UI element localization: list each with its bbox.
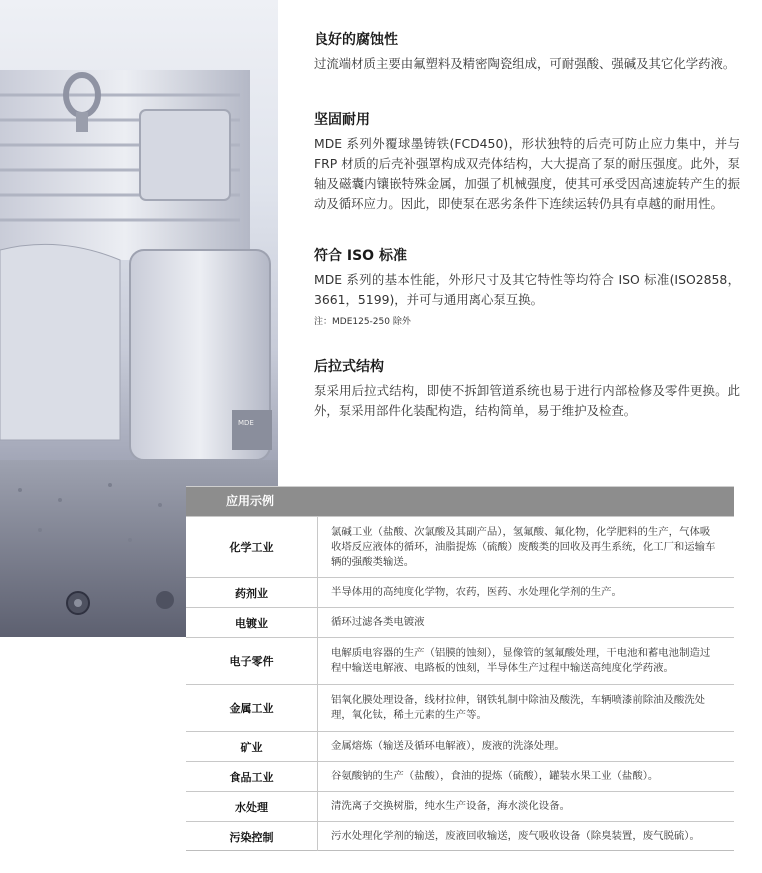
section-note: 注：MDE125-250 除外 [314,317,411,327]
row-text: 半导体用的高纯度化学物，农药，医药、水处理化学剂的生产。 [331,586,622,598]
table-row [186,821,734,851]
row-text: 铝氧化膜处理设备，线材拉伸，钢铁轧制中除油及酸洗，车辆喷漆前除油及酸洗处理，氧化钛，稀土元素的生产等。 [331,694,706,721]
section-title: 后拉式结构 [314,359,384,375]
table-header: 应用示例 [186,487,734,516]
table-row [186,731,734,761]
section-title: 符合 ISO 标准 [314,248,407,264]
row-category: 矿业 [186,732,318,761]
row-text: 谷氨酸钠的生产（盐酸），食油的提炼（硫酸），罐装水果工业（盐酸）。 [331,770,659,782]
row-text: 污水处理化学剂的输送，废液回收输送，废气吸收设备（除臭装置，废气脱硫）。 [331,830,700,842]
table-row [186,516,734,577]
table-row [186,761,734,791]
feature-sections [314,30,740,421]
row-category: 电子零件 [186,638,318,684]
table-row [186,791,734,821]
section-title: 良好的腐蚀性 [314,32,398,48]
row-category: 化学工业 [186,517,318,577]
row-text: 循环过滤各类电镀液 [331,616,425,628]
table-row [186,607,734,637]
row-text: 金属熔炼（输送及循环电解液），废液的洗涤处理。 [331,740,565,752]
row-text: 氯碱工业（盐酸、次氯酸及其副产品），氢氟酸、氟化物，化学肥料的生产，气体吸收塔反应液体的循环，油脂提炼（硫酸）废酸类的回收及再生系统，化工厂和运输车辆的强酸类输送。 [331,525,716,568]
section-title: 坚固耐用 [314,112,370,128]
row-category: 金属工业 [186,685,318,731]
nameplate-text: MDE [238,419,254,427]
row-category: 污染控制 [186,822,318,851]
section-corrosion [314,30,740,74]
row-category: 水处理 [186,792,318,821]
row-category: 电镀业 [186,608,318,637]
row-category: 食品工业 [186,762,318,791]
row-category: 药剂业 [186,578,318,607]
table-row [186,577,734,607]
section-body: 泵采用后拉式结构，即使不拆卸管道系统也易于进行内部检修及零件更换。此外，泵采用部件化装配构造，结构简单，易于维护及检查。 [314,383,740,418]
section-body: MDE 系列的基本性能，外形尺寸及其它特性等均符合 ISO 标准(ISO2858，3661，5199)，并可与通用离心泵互换。 [314,272,740,307]
section-iso [314,246,740,327]
row-text: 清洗离子交换树脂，纯水生产设备，海水淡化设备。 [331,800,570,812]
table-row [186,684,734,731]
section-back-pullout [314,357,740,421]
table-row [186,637,734,684]
section-body: MDE 系列外覆球墨铸铁(FCD450)，形状独特的后壳可防止应力集中，并与 FRP 材质的后壳补强罩构成双壳体结构，大大提高了泵的耐压强度。此外，泵轴及磁囊内镶嵌特殊金属，加强了机械强度，使其可承受因高速旋转产生的振动及循环应力。因此，即使泵在恶劣条件下连续运转仍具有卓越的耐用性。 [314,136,740,211]
section-body: 过流端材质主要由氟塑料及精密陶瓷组成，可耐强酸、强碱及其它化学药液。 [314,56,736,71]
row-text: 电解质电容器的生产（铝膜的蚀刻），显像管的氢氟酸处理，干电池和蓄电池制造过程中输送电解液、电路板的蚀刻，半导体生产过程中输送高纯度化学药液。 [331,647,711,674]
section-durability [314,110,740,214]
application-table [186,486,734,851]
